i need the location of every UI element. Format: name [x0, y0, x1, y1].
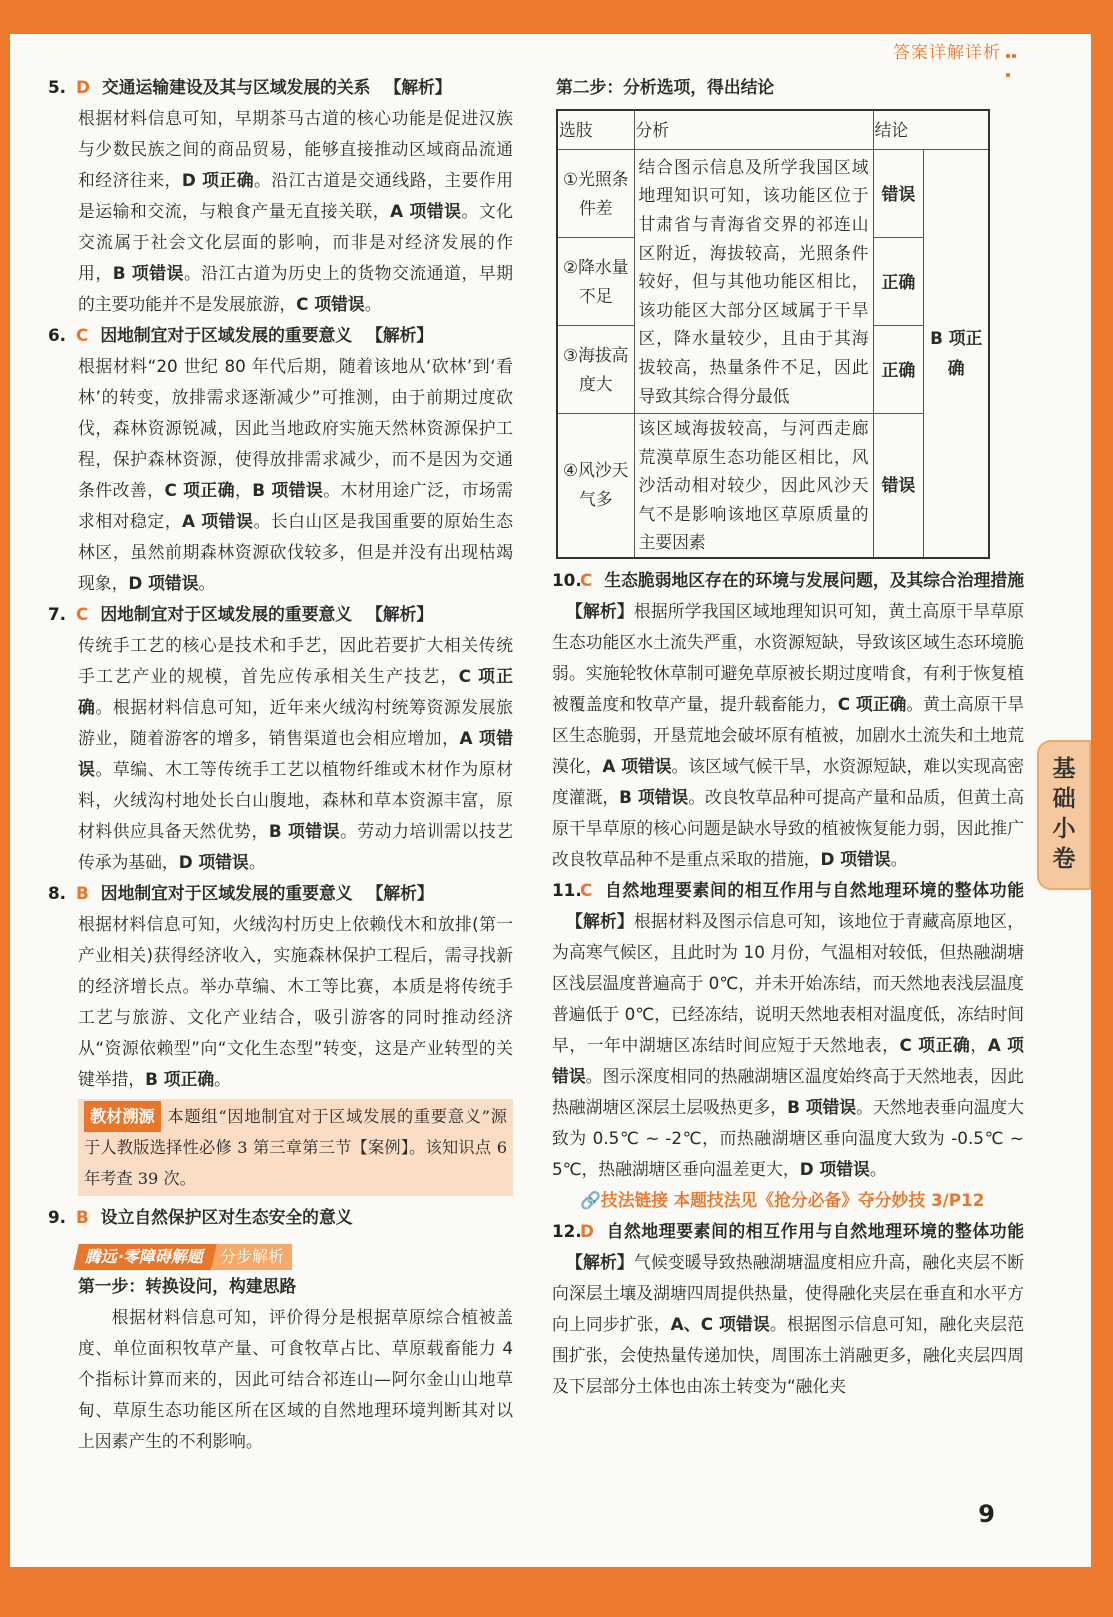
- option-cell: ③海拔高度大: [557, 326, 634, 414]
- analysis-tag: 【解析】: [366, 883, 434, 903]
- answer-letter: B: [76, 1207, 89, 1227]
- question-number: 11.: [552, 879, 582, 900]
- answer-letter: D: [76, 77, 90, 97]
- question-topic: 设立自然保护区对生态安全的意义: [100, 1207, 353, 1227]
- analysis-tag: 【解析】: [366, 604, 434, 624]
- question-11: 11.C 自然地理要素间的相互作用与自然地理环境的整体功能【解析】根据材料及图示信息可知，该地位于青藏高原地区，为高寒气候区，且此时为 10 月份，气温相对较低，但热融湖塘区浅层温度普遍高于 0℃，并未开始冻结，而天然地表浅层温度普遍低于 0℃，已经冻结，说明天然地表相对温度低，冻结时间早，一年中湖塘区冻结时间应短于天然地表，C 项正确，A 项错误。图示深度相同的热融湖塘区温度始终高于天然地表，因此热融湖塘区深层土层吸热更多，B 项错误。天然地表垂向温度大致为 0.5℃ ~ -2℃，而热融湖塘区垂向温度大致为 -0.5℃ ~ 5℃，热融湖塘区垂向温差更大，D 项错误。 🔗技法链接 本题技法见《抢分必备》夺分妙技 3/P12: [552, 875, 1024, 1216]
- answer-letter: B: [76, 883, 89, 903]
- question-body: 根据材料信息可知，早期茶马古道的核心功能是促进汉族与少数民族之间的商品贸易，能够直接推动区域商品流通和经济往来，D 项正确。沿江古道是交通线路，主要作用是运输和交流，与粮食产量无直接关联，A 项错误。文化交流属于社会文化层面的影响，而非是对经济发展的作用，B 项错误。沿江古道为历史上的货物交流通道，早期的主要功能并不是发展旅游，C 项错误。: [78, 108, 513, 314]
- link-text: 本题技法见《抢分必备》夺分妙技 3/P12: [673, 1189, 985, 1210]
- analysis-tag: 【解析】: [366, 325, 434, 345]
- answer-letter: C: [580, 569, 593, 590]
- table-header: 分析: [634, 110, 873, 150]
- question-8: [48, 878, 513, 1196]
- technique-link[interactable]: [580, 1185, 1024, 1216]
- conclusion-cell: B 项正确: [924, 150, 989, 558]
- orange-frame-top: [0, 0, 1113, 34]
- question-topic: 因地制宜对于区域发展的重要意义: [100, 325, 353, 345]
- link-icon: 🔗: [580, 1189, 601, 1210]
- question-topic: 因地制宜对于区域发展的重要意义: [100, 883, 353, 903]
- step-1-title: 第一步：转换设问，构建思路: [78, 1276, 297, 1296]
- link-label: 技法链接: [600, 1189, 669, 1210]
- table-header: 结论: [873, 110, 989, 150]
- result-cell: 正确: [873, 238, 924, 326]
- answer-letter: C: [76, 325, 89, 345]
- analysis-cell: 结合图示信息及所学我国区域地理知识可知，该功能区位于甘肃省与青海省交界的祁连山区附近，海拔较高，光照条件较好，但与其他功能区相比，该功能区大部分区域属于干旱区，降水量较少，且由于其海拔较高，热量条件不足，因此导致其综合得分最低: [634, 150, 873, 414]
- question-10: 10.C 生态脆弱地区存在的环境与发展问题，及其综合治理措施【解析】根据所学我国区域地理知识可知，黄土高原干旱草原生态功能区水土流失严重，水资源短缺，导致该区域生态环境脆弱。实施轮牧休草制可避免草原被长期过度啃食，有利于恢复植被覆盖度和牧草产量，提升载畜能力，C 项正确。黄土高原干旱区生态脆弱，开垦荒地会破坏原有植被，加剧水土流失和土地荒漠化，A 项错误。该区域气候干旱，水资源短缺，难以实现高密度灌溉，B 项错误。改良牧草品种可提高产量和品质，但黄土高原干旱草原的核心问题是缺水导致的植被恢复能力弱，因此推广改良牧草品种不是重点采取的措施，D 项错误。: [552, 565, 1024, 875]
- analysis-tag: 【解析】: [566, 1251, 634, 1272]
- question-6: [48, 320, 513, 599]
- option-cell: ②降水量不足: [557, 238, 634, 326]
- result-cell: 正确: [873, 326, 924, 414]
- analysis-tag: 【解析】: [384, 77, 452, 97]
- question-topic: 生态脆弱地区存在的环境与发展问题，及其综合治理措施: [604, 569, 1024, 590]
- answer-letter: C: [76, 604, 89, 624]
- orange-frame-right: [1091, 0, 1113, 1617]
- question-topic: 交通运输建设及其与区域发展的关系: [101, 77, 371, 97]
- banner-subtitle: 分步解析: [212, 1244, 292, 1270]
- step-2-title: 第二步：分析选项，得出结论: [556, 77, 775, 97]
- option-cell: ①光照条件差: [557, 150, 634, 238]
- question-body: 根据材料“20 世纪 80 年代后期，随着该地从‘砍林’到‘看林’的转变，放排需求逐渐减少”可推测，由于前期过度砍伐，森林资源锐减，因此当地政府实施天然林资源保护工程，保护森林资源，使得放排需求减少，而不是因为交通条件改善，C 项正确，B 项错误。木材用途广泛，市场需求相对稳定，A 项错误。长白山区是我国重要的原始生态林区，虽然前期森林资源砍伐较多，但是并没有出现枯竭现象，D 项错误。: [78, 356, 513, 593]
- question-number: 5.: [48, 77, 67, 97]
- result-cell: 错误: [873, 414, 924, 558]
- option-cell: ④风沙天气多: [557, 414, 634, 558]
- question-5: [48, 72, 513, 320]
- side-tab-label: 基础小卷: [1052, 756, 1076, 872]
- question-topic: 自然地理要素间的相互作用与自然地理环境的整体功能: [604, 879, 1024, 900]
- orange-frame-left: [0, 0, 10, 1617]
- question-number: 6.: [48, 325, 67, 345]
- question-12: 12.D 自然地理要素间的相互作用与自然地理环境的整体功能【解析】气候变暖导致热融湖塘温度相应升高，融化夹层不断向深层土壤及湖塘四周提供热量，使得融化夹层在垂直和水平方向上同步扩张，A、C 项错误。根据图示信息可知，融化夹层范围扩张，会使热量传递加快，周围冻土消融更多，融化夹层四周及下层部分土体也由冻土转变为“融化夹: [552, 1216, 1024, 1402]
- table-header: 选肢: [557, 110, 634, 150]
- page-number: 9: [978, 1500, 995, 1528]
- question-topic: 因地制宜对于区域发展的重要意义: [100, 604, 353, 624]
- question-number: 12.: [552, 1220, 582, 1241]
- right-column: [552, 72, 1024, 1402]
- question-number: 10.: [552, 569, 582, 590]
- banner-title: 腾远·零障碍解题: [73, 1244, 217, 1270]
- side-tab[interactable]: [1037, 740, 1091, 890]
- question-number: 9.: [48, 1207, 67, 1227]
- answer-letter: C: [580, 879, 593, 900]
- question-number: 7.: [48, 604, 67, 624]
- note-text: 本题组“因地制宜对于区域发展的重要意义”源于人教版选择性必修 3 第三章第三节【案例】。该知识点 6 年考查 39 次。: [84, 1107, 507, 1188]
- answer-letter: D: [580, 1220, 594, 1241]
- left-column: [48, 72, 513, 1457]
- question-9: [48, 1202, 513, 1457]
- step-1-text: 根据材料信息可知，评价得分是根据草原综合植被盖度、单位面积牧草产量、可食牧草占比、草原载畜能力 4 个指标计算而来的，因此可结合祁连山—阿尔金山山地草甸、草原生态功能区所在区域的自然地理环境判断其对以上因素产生的不利影响。: [78, 1307, 513, 1451]
- step-banner: [76, 1241, 513, 1267]
- analysis-cell: 该区域海拔较高，与河西走廊荒漠草原生态功能区相比，风沙活动相对较少，因此风沙天气不是影响该地区草原质量的主要因素: [634, 414, 873, 558]
- textbook-source-note: [78, 1099, 513, 1196]
- result-cell: 错误: [873, 150, 924, 238]
- question-number: 8.: [48, 883, 67, 903]
- analysis-table: [556, 109, 990, 559]
- question-topic: 自然地理要素间的相互作用与自然地理环境的整体功能: [605, 1220, 1024, 1241]
- question-body: 根据材料信息可知，火绒沟村历史上依赖伐木和放排(第一产业相关)获得经济收入，实施森林保护工程后，需寻找新的经济增长点。举办草编、木工等比赛，本质是将传统手工艺与旅游、文化产业结合，吸引游客的同时推动经济从“资源依赖型”向“文化生态型”转变，这是产业转型的关键举措，B 项正确。: [78, 914, 513, 1089]
- header-label: 答案详解详析: [893, 43, 1001, 63]
- orange-frame-bottom: [0, 1567, 1113, 1617]
- book-icon-label: 教材溯源: [84, 1101, 161, 1132]
- question-body: 传统手工艺的核心是技术和手艺，因此若要扩大相关传统手工艺产业的规模，首先应传承相关生产技艺，C 项正确。根据材料信息可知，近年来火绒沟村统筹资源发展旅游业，随着游客的增多，销售渠道也会相应增加，A 项错误。草编、木工等传统手工艺以植物纤维或木材作为原材料，火绒沟村地处长白山腹地，森林和草本资源丰富，原材料供应具备天然优势，B 项错误。劳动力培训需以技艺传承为基础，D 项错误。: [78, 635, 513, 872]
- question-7: [48, 599, 513, 878]
- header-dots-icon: [1005, 44, 1021, 54]
- analysis-tag: 【解析】: [566, 910, 634, 931]
- analysis-tag: 【解析】: [566, 600, 634, 621]
